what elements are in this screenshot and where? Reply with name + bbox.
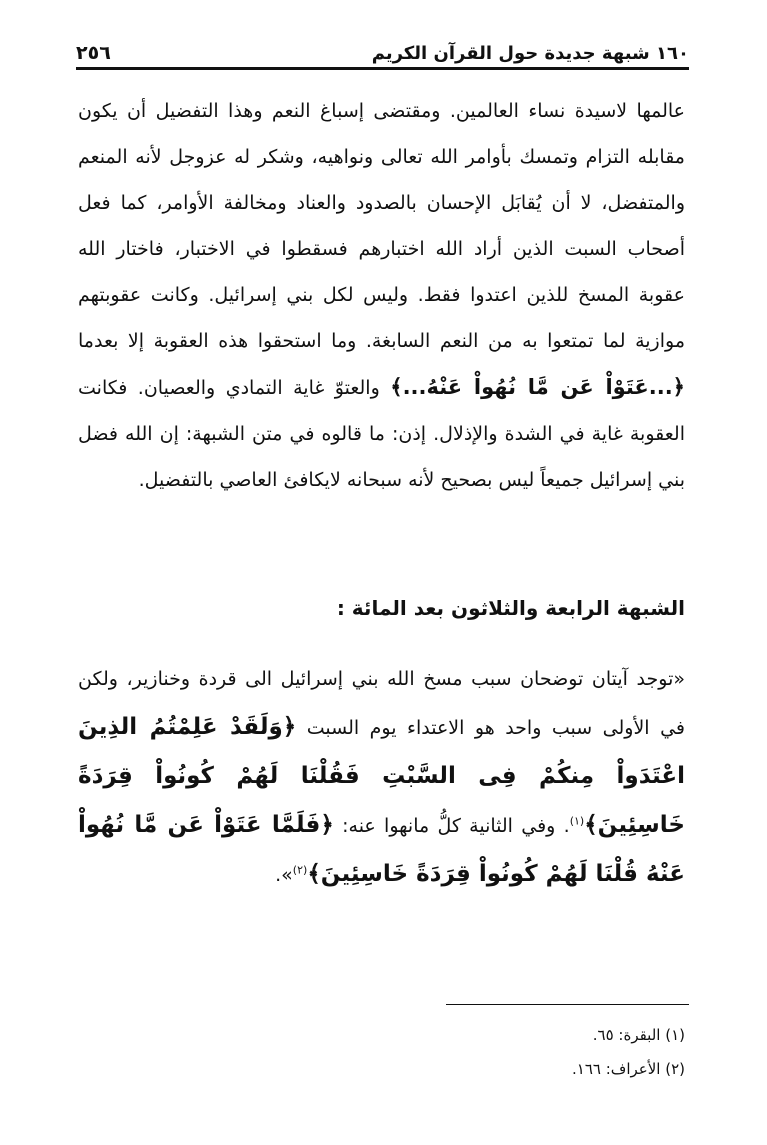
quote-end: ». (275, 864, 293, 886)
footnote: (٢) الأعراف: ١٦٦. (572, 1060, 685, 1078)
footnote-ref: (١) (569, 814, 585, 828)
quran-verse: ﴿...عَتَوْاْ عَن مَّا نُهُواْ عَنْهُ...﴾ (390, 375, 685, 399)
page-number: ٢٥٦ (76, 42, 111, 64)
header-rule (76, 67, 689, 70)
footnotes (78, 1018, 685, 1086)
quote-text: «توجد آيتان توضحان سبب مسخ الله بني إسرائيل الى قردة وخنازير، ولكن في الأولى سبب واحد هو الاعتداء يوم السبت (78, 668, 686, 739)
quran-verse: ﴿فَلَمَّا عَتَوْاْ عَن مَّا نُهُواْ عَنْهُ قُلْنَا لَهُمْ كُونُواْ قِرَدَةً خَاسِئِينَ﴾ (78, 812, 685, 887)
quran-verse: ﴿وَلَقَدْ عَلِمْتُمُ الذِينَ اعْتَدَواْ مِنكُمْ فِى السَّبْتِ فَقُلْنَا لَهُمْ كُونُواْ قِرَدَةً خَاسِئِينَ﴾ (78, 714, 685, 838)
footnote-separator (446, 1004, 689, 1005)
paragraph (78, 88, 685, 503)
paragraph-text: والعتوّ غاية التمادي والعصيان. فكانت العقوبة غاية في الشدة والإذلال. إذن: ما قالوه في متن الشبهة: إن الله فضل بني إسرائيل جميعاً ليس بصحيح لأنه سبحانه لايكافئ العاصي بالتفضيل. (78, 377, 685, 491)
footnote-ref: (٢) (292, 863, 308, 877)
body-text (78, 88, 685, 503)
quote-text: . وفي الثانية كلُّ مانهوا عنه: (342, 815, 570, 837)
paragraph (78, 655, 685, 899)
page-header (76, 30, 689, 64)
running-title: ١٦٠ شبهة جديدة حول القرآن الكريم (371, 43, 689, 64)
section-heading: الشبهة الرابعة والثلاثون بعد المائة : (336, 596, 685, 620)
paragraph-text: عالمها لاسيدة نساء العالمين. ومقتضى إسباغ النعم وهذا التفضيل أن يكون مقابله التزام وتمسك بأوامر الله تعالى ونواهيه، وشكر له عزوجل لأنه المنعم والمتفضل، لا أن يُقابَل الإحسان بالصدود والعناد ومخالفة الأوامر، كما فعل أصحاب السبت الذين أراد الله اختبارهم فسقطوا في الاختبار، فاختار الله عقوبة المسخ للذين اعتدوا فقط. وليس لكل بني إسرائيل. وكانت عقوبتهم موازية لما تمتعوا به من النعم السابغة. وما استحقوا هذه العقوبة إلا بعدما (78, 100, 685, 352)
quoted-claim (78, 655, 685, 899)
footnote: (١) البقرة: ٦٥. (592, 1026, 685, 1044)
